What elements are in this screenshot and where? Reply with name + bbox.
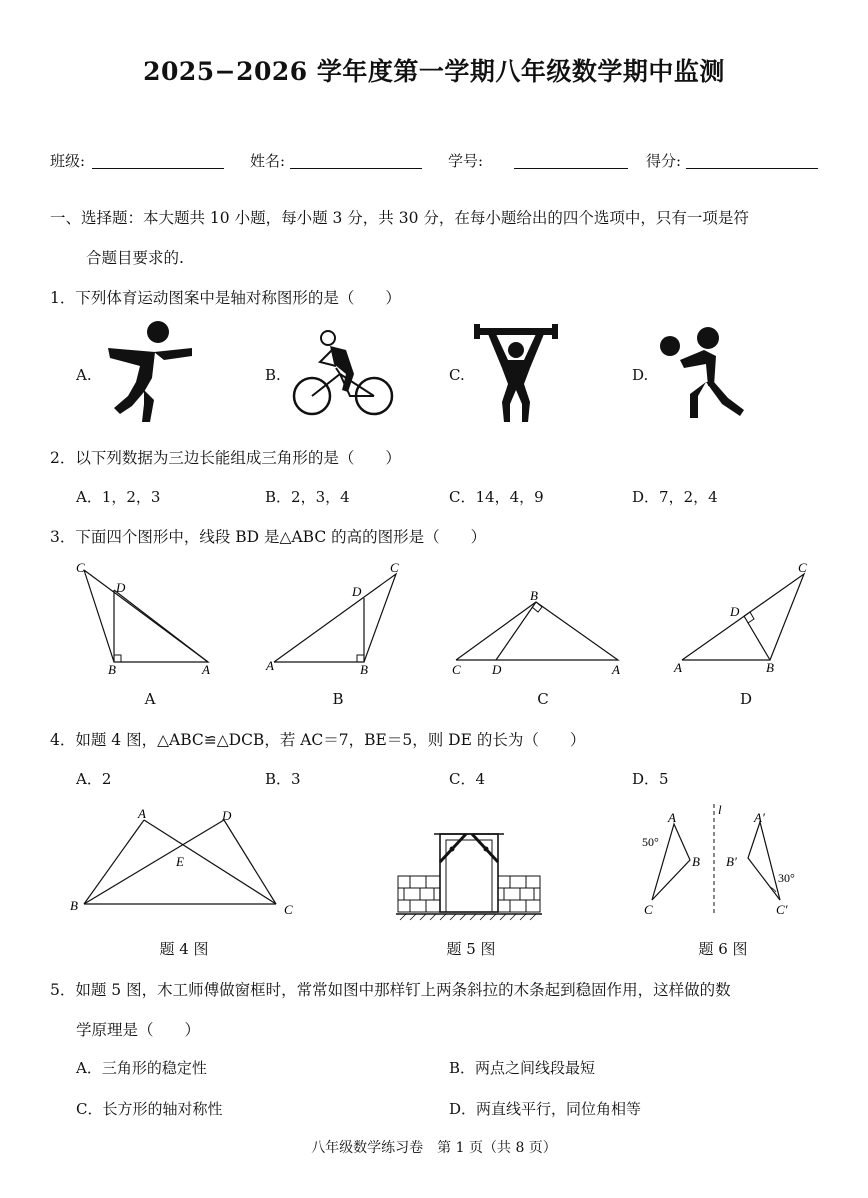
q4-option-c[interactable]: C．4 (449, 770, 486, 788)
q3-figure-a (70, 560, 220, 678)
q4-option-d[interactable]: D．5 (632, 770, 669, 788)
fig6-label-b: B (692, 854, 700, 869)
page-footer: 八年级数学练习卷 第 1 页（共 8 页） (311, 1140, 557, 1156)
question-3-stem: 3．下面四个图形中，线段 BD 是△ABC 的高的图形是（ ） (50, 528, 487, 546)
student-id-label: 学号: (448, 152, 484, 170)
question-2-stem: 2．以下列数据为三边长能组成三角形的是（ ） (50, 449, 401, 467)
q3-caption-d: D (739, 690, 753, 708)
q3-figure-c (450, 586, 630, 678)
pictogram-d-icon (658, 324, 750, 420)
q2-option-a[interactable]: A．1，2，3 (76, 488, 161, 506)
fig6-label-a-prime: A′ (754, 810, 765, 825)
q3b-label-c: C (390, 560, 399, 575)
q3a-label-a: A (202, 662, 210, 677)
q2-option-d[interactable]: D．7，2，4 (632, 488, 718, 506)
pictogram-c-icon (474, 322, 558, 424)
q3c-label-d: D (492, 662, 502, 677)
fig6-label-b-prime: B′ (726, 854, 737, 869)
page-title: 2025−2026 学年度第一学期八年级数学期中监测 (143, 57, 725, 86)
q3-figure-b (262, 560, 412, 678)
fig4-label-d: D (222, 808, 232, 823)
figure-6-caption: 题 6 图 (698, 940, 748, 958)
fig4-label-b: B (70, 898, 78, 913)
fig4-label-c: C (284, 902, 293, 917)
section-heading-line1: 一、选择题：本大题共 10 小题，每小题 3 分，共 30 分，在每小题给出的四个选项中，只有一项是符 (50, 209, 749, 227)
pictogram-b-icon (290, 328, 398, 420)
figure-4 (64, 806, 304, 922)
figure-6 (636, 802, 812, 924)
class-field[interactable] (92, 168, 224, 169)
score-field[interactable] (686, 168, 818, 169)
q2-option-b[interactable]: B．2，3，4 (265, 488, 350, 506)
q2-option-c[interactable]: C．14，4，9 (449, 488, 544, 506)
q3-caption-a: A (144, 690, 156, 708)
fig6-angle-50: 50° (642, 835, 659, 849)
q3d-label-a: A (674, 660, 682, 675)
question-4-stem: 4．如题 4 图，△ABC≌△DCB，若 AC＝7，BE＝5，则 DE 的长为（ ） (50, 731, 586, 749)
fig6-label-c-prime: C′ (776, 902, 788, 917)
q3-caption-c: C (537, 690, 549, 708)
fig6-line-l: l (718, 802, 722, 817)
name-field[interactable] (290, 168, 422, 169)
q3a-label-c: C (76, 560, 85, 575)
fig6-angle-30: 30° (778, 871, 795, 885)
q3-figure-d (670, 560, 820, 678)
question-5-stem-line1: 5．如题 5 图，木工师傅做窗框时，常常如图中那样钉上两条斜拉的木条起到稳固作用，这样做的数 (50, 981, 731, 999)
fig4-label-e: E (176, 854, 184, 869)
fig4-label-a: A (138, 806, 146, 821)
q1-option-a-label[interactable]: A. (76, 366, 92, 384)
q3c-label-a: A (612, 662, 620, 677)
figure-5 (396, 824, 542, 924)
q3a-label-d: D (116, 580, 126, 595)
q4-option-a[interactable]: A．2 (76, 770, 112, 788)
q5-option-a[interactable]: A．三角形的稳定性 (76, 1059, 207, 1077)
student-id-field[interactable] (514, 168, 628, 169)
q4-option-b[interactable]: B．3 (265, 770, 301, 788)
figure-5-caption: 题 5 图 (446, 940, 496, 958)
q3a-label-b: B (108, 662, 116, 677)
q5-option-b[interactable]: B．两点之间线段最短 (449, 1059, 596, 1077)
q3c-label-b: B (530, 588, 538, 603)
q5-option-d[interactable]: D．两直线平行，同位角相等 (449, 1100, 642, 1118)
pictogram-a-icon (100, 318, 200, 426)
class-label: 班级: (50, 152, 86, 170)
q3d-label-c: C (798, 560, 807, 575)
name-label: 姓名: (250, 152, 286, 170)
question-1-stem: 1．下列体育运动图案中是轴对称图形的是（ ） (50, 289, 401, 307)
figure-4-caption: 题 4 图 (159, 940, 209, 958)
q3-caption-b: B (332, 690, 344, 708)
q3b-label-b: B (360, 662, 368, 677)
score-label: 得分: (646, 152, 682, 170)
q3b-label-a: A (266, 658, 274, 673)
fig6-label-a: A (668, 810, 676, 825)
q1-option-c-label[interactable]: C. (449, 366, 465, 384)
q3d-label-d: D (730, 604, 740, 619)
question-5-stem-line2: 学原理是（ ） (76, 1021, 201, 1039)
q3b-label-d: D (352, 584, 362, 599)
q3d-label-b: B (766, 660, 774, 675)
fig6-label-c: C (644, 902, 653, 917)
q3c-label-c: C (452, 662, 461, 677)
section-heading-line2: 合题目要求的. (86, 249, 184, 267)
q1-option-d-label[interactable]: D. (632, 366, 649, 384)
q5-option-c[interactable]: C．长方形的轴对称性 (76, 1100, 223, 1118)
q1-option-b-label[interactable]: B. (265, 366, 281, 384)
